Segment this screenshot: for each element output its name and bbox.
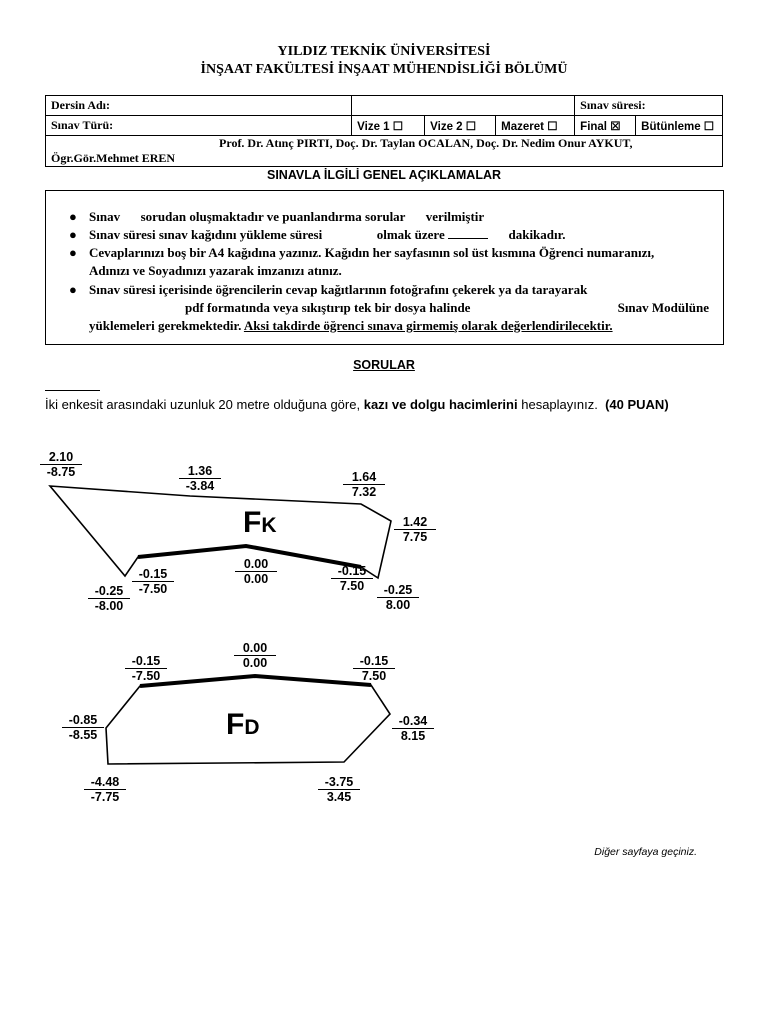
fk-label-5-top: -0.15: [132, 567, 174, 582]
instruction-3-part-b: Adınızı ve Soyadınızı yazarak imzanızı atınız.: [89, 263, 342, 278]
option-butunleme: Bütünleme ☐: [636, 116, 723, 136]
fd-label-2-bottom: 7.50: [361, 669, 387, 683]
faculty-department: İNŞAAT FAKÜLTESİ İNŞAAT MÜHENDİSLİĞİ BÖLÜMÜ: [200, 62, 568, 77]
fk-label-right-bottom: [377, 583, 419, 612]
fk-title: [243, 506, 277, 540]
bullet-icon: ●: [69, 245, 77, 260]
fd-title-main: F: [226, 708, 245, 741]
question-points: (40 PUAN): [605, 397, 669, 412]
fd-label-right-shoulder: [353, 654, 395, 683]
fd-label-5-bottom: -7.75: [90, 790, 120, 804]
fd-label-6-bottom: 3.45: [326, 790, 352, 804]
university-name: YILDIZ TEKNİK ÜNİVERSİTESİ: [277, 44, 491, 59]
fd-title: [226, 708, 260, 742]
fk-title-sub: K: [261, 514, 277, 537]
fk-label-right-shoulder: [331, 564, 373, 593]
fk-title-main: F: [243, 506, 262, 539]
fd-label-6-top: -3.75: [318, 775, 360, 790]
instruction-1-part-a: Sınav: [89, 209, 121, 224]
fd-label-left-shoulder: [125, 654, 167, 683]
fd-label-left-bottom: [84, 775, 126, 804]
fk-label-4-top: -0.25: [88, 584, 130, 599]
fd-label-5-top: -4.48: [84, 775, 126, 790]
fk-label-8-bottom: 8.00: [385, 598, 411, 612]
fk-label-7-top: -0.15: [331, 564, 373, 579]
instruction-4-part-b: pdf formatında veya sıkıştırıp tek bir dosya halinde: [185, 300, 471, 315]
option-final: Final ☒: [575, 116, 636, 136]
instruction-3-part-a: Cevaplarınızı boş bir A4 kağıdına yazınız. Kağıdın her sayfasının sol üst kısmına Öğrenci numaranızı,: [89, 245, 655, 260]
fk-label-5-bottom: -7.50: [138, 582, 168, 596]
instruction-2-part-c: dakikadır.: [508, 227, 566, 242]
fd-title-sub: D: [244, 716, 260, 739]
fk-label-1-top: 1.36: [179, 464, 221, 479]
question-text-post: hesaplayınız.: [521, 397, 598, 412]
questions-heading: SORULAR: [353, 358, 415, 372]
fk-label-left-top: [40, 450, 82, 479]
instruction-4-part-d: yüklemeleri gerekmektedir.: [89, 318, 242, 333]
fk-label-7-bottom: 7.50: [339, 579, 365, 593]
fd-road-surface: [140, 676, 371, 686]
course-name-label: Dersin Adı:: [46, 96, 352, 116]
fk-label-6-top: 0.00: [235, 557, 277, 572]
fd-label-1-top: -0.15: [125, 654, 167, 669]
fd-label-0-bottom: 0.00: [242, 656, 268, 670]
instruction-1-part-b: sorudan oluşmaktadır ve puanlandırma sorular: [140, 209, 406, 224]
fd-label-right-bottom: [318, 775, 360, 804]
bullet-icon: ●: [69, 227, 77, 242]
exam-type-label: Sınav Türü:: [46, 116, 352, 136]
fk-label-2-bottom: 7.32: [351, 485, 377, 499]
instruction-2-part-a: Sınav süresi sınav kağıdını yükleme süresi: [89, 227, 323, 242]
fk-label-left-bottom: [88, 584, 130, 613]
exam-duration-label: Sınav süresi:: [575, 96, 723, 116]
fd-label-right: [392, 714, 434, 743]
fd-label-3-bottom: -8.55: [68, 728, 98, 742]
fd-label-axis: [234, 641, 276, 670]
bullet-icon: ●: [69, 282, 77, 297]
fk-label-6-bottom: 0.00: [243, 572, 269, 586]
fk-label-far-right: [394, 515, 436, 544]
instructors-line2: Ögr.Gör.Mehmet EREN: [51, 151, 176, 165]
fd-label-left: [62, 713, 104, 742]
fk-label-2-top: 1.64: [343, 470, 385, 485]
fk-label-1-bottom: -3.84: [185, 479, 215, 493]
general-instructions-heading: SINAVLA İLGİLİ GENEL AÇIKLAMALAR: [266, 168, 502, 182]
fd-label-1-bottom: -7.50: [131, 669, 161, 683]
instruction-4-part-c: Sınav Modülüne: [617, 300, 709, 315]
fd-label-4-bottom: 8.15: [400, 729, 426, 743]
fd-label-0-top: 0.00: [234, 641, 276, 656]
fk-label-3-bottom: 7.75: [402, 530, 428, 544]
fk-label-0-bottom: -8.75: [46, 465, 76, 479]
instruction-1-part-c: verilmiştir: [425, 209, 485, 224]
instruction-4-part-a: Sınav süresi içerisinde öğrencilerin cevap kağıtlarının fotoğrafını çekerek ya da tarayarak: [89, 282, 588, 297]
fk-label-8-top: -0.25: [377, 583, 419, 598]
fd-label-4-top: -0.34: [392, 714, 434, 729]
fk-label-mid-top: [179, 464, 221, 493]
option-vize2: Vize 2 ☐: [425, 116, 496, 136]
option-mazeret: Mazeret ☐: [496, 116, 575, 136]
fk-label-right-top: [343, 470, 385, 499]
fk-label-axis: [235, 557, 277, 586]
fk-label-0-top: 2.10: [40, 450, 82, 465]
fk-label-4-bottom: -8.00: [94, 599, 124, 613]
next-page-note: Diğer sayfaya geçiniz.: [594, 846, 697, 858]
fd-label-3-top: -0.85: [62, 713, 104, 728]
option-vize1: Vize 1 ☐: [352, 116, 425, 136]
instructors-line1: Prof. Dr. Atınç PIRTI, Doç. Dr. Taylan OCALAN, Doç. Dr. Nedim Onur AYKUT,: [219, 136, 633, 150]
fk-label-left-shoulder: [132, 567, 174, 596]
question-text-bold: kazı ve dolgu hacimlerini: [363, 397, 518, 412]
instruction-4-warning: Aksi takdirde öğrenci sınava girmemiş olarak değerlendirilecektir.: [243, 318, 613, 333]
instruction-2-part-b: olmak üzere: [376, 227, 445, 242]
fd-label-2-top: -0.15: [353, 654, 395, 669]
fk-label-3-top: 1.42: [394, 515, 436, 530]
bullet-icon: ●: [69, 209, 77, 224]
question-text-pre: İki enkesit arasındaki uzunluk 20 metre olduğuna göre,: [45, 397, 361, 412]
